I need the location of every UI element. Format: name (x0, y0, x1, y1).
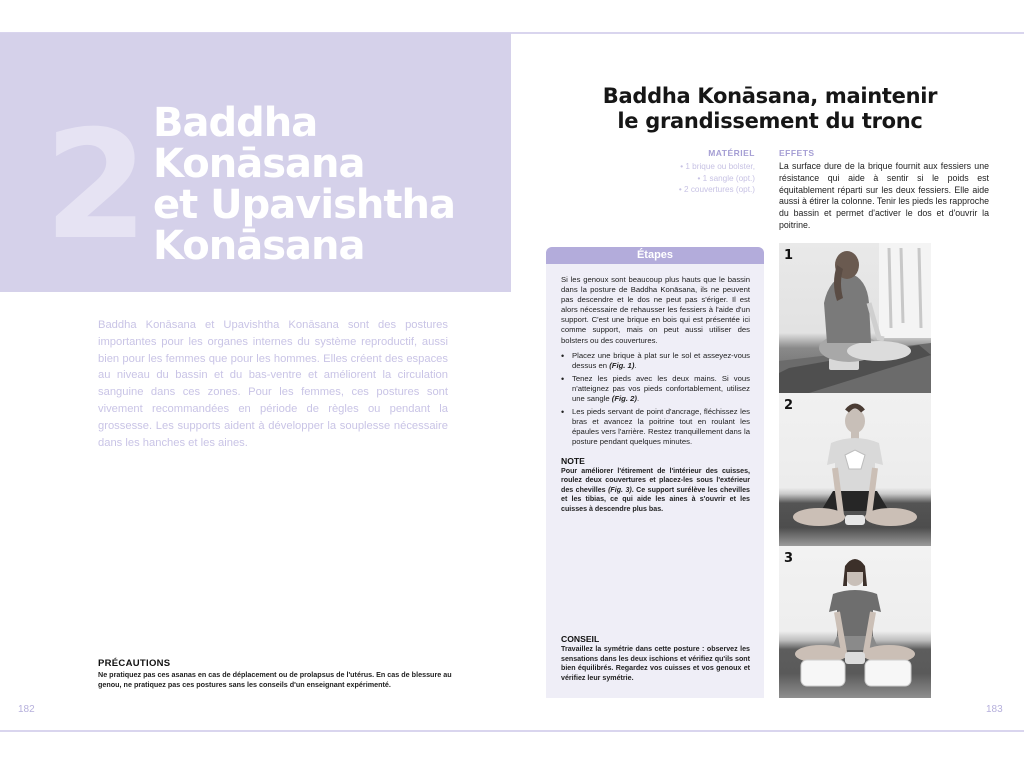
note-text-end: . Ce support surélève les chevilles et les tibias, ce qui aide les aines à s'ouvrir et les cuisses à descendre plus bas. (561, 485, 751, 513)
step-text-end: . (634, 360, 637, 370)
baddha-konasana-blankets-illustration (779, 546, 931, 698)
figure-number: 3 (784, 551, 794, 566)
chapter-intro: Baddha Konāsana et Upavishtha Konāsana sont des postures importantes pour les organes internes du système reproductif, aussi bien pour les femmes que pour les hommes. Elles créent des espaces au niveau du bassin et du bas-ventre et améliorent la circulation sanguine dans ces zones. Pour les femmes, ces postures sont vivement recommandées en période de règles ou pendant la grossesse. Les supports aident à développer la souplesse nécessaire dans les hanches et les aines. (98, 319, 448, 449)
seated-back-view-illustration (779, 243, 931, 393)
conseil-box (561, 634, 750, 683)
figure-1-photo (779, 243, 931, 393)
precautions-heading: PRÉCAUTIONS (98, 658, 171, 669)
chapter-title-line: Konāsana (153, 141, 365, 187)
note-text-start: Pour améliorer l'étirement de l'intérieur des cuisses, roulez deux couvertures et placez-les sous l'extérieur des chevilles (561, 466, 750, 494)
note-heading: NOTE (561, 455, 585, 466)
effets-text: La surface dure de la brique fournit aux fessiers une résistance qui aide à sentir si le poids est équitablement réparti sur les deux fessiers. Elle aide aussi à étirer la colonne. Tenir les pieds les rapproche du bassin et permet d'activer le dos et d'ouvrir la poitrine. (779, 161, 989, 230)
step-item (561, 351, 750, 371)
step-item (561, 374, 750, 404)
step-text: Les pieds servant de point d'ancrage, fléchissez les bras et avancez la poitrine tout en roulant les épaules vers l'arrière. Restez tranquillement dans la posture pendant quelques minutes. (572, 407, 750, 447)
baddha-konasana-strap-illustration (779, 393, 931, 546)
steps-list (561, 351, 750, 448)
effets-heading: EFFETS (779, 148, 815, 158)
chapter-title (153, 100, 455, 269)
step-text: Tenez les pieds avec les deux mains. Si vous n'atteignez pas vos pieds confortablement, utilisez une sangle (572, 373, 750, 404)
figure-number: 1 (784, 248, 794, 263)
step-text-end: . (636, 394, 640, 404)
figure-number: 2 (784, 398, 794, 413)
chapter-title-line: Baddha (153, 100, 318, 146)
effets-section (779, 147, 989, 232)
conseil-text: Travaillez la symétrie dans cette posture : observez les sensations dans les deux ischions et vérifiez qu'ils sont bien équilibrés. Regardez vos cuisses et vos genoux et vérifiez leur symétrie. (561, 645, 750, 682)
page-number-left: 182 (18, 704, 35, 715)
materiel-item: • 2 couvertures (opt.) (640, 184, 755, 196)
pose-title-line: Baddha Konāsana, maintenir (602, 84, 938, 108)
materiel-section (640, 147, 755, 196)
precautions-box (98, 658, 458, 689)
etapes-body (546, 264, 764, 514)
figure-ref: (Fig. 2) (611, 394, 637, 404)
chapter-hero (0, 33, 511, 292)
step-text: Placez une brique à plat sur le sol et asseyez-vous dessus en (572, 350, 750, 370)
conseil-heading: CONSEIL (561, 634, 600, 644)
materiel-heading: MATÉRIEL (708, 148, 755, 158)
precautions-text: Ne pratiquez pas ces asanas en cas de déplacement ou de prolapsus de l'utérus. En cas de blessure au genou, ne pratiquez pas ces postures sans les conseils d'un enseignant expérimenté. (98, 670, 452, 689)
materiel-item: • 1 brique ou bolster, (640, 161, 755, 173)
etapes-lead: Si les genoux sont beaucoup plus hauts que le bassin dans la posture de Baddha Konāsana, ils ne peuvent pas descendre et le dos ne peut pas s'ériger. Il est alors nécessaire de rehausser les fessiers à l'aide d'un support. C'est une brique en bois qui est présentée ici comme support, mais on peut aussi utiliser des bolsters ou des couvertures. (561, 275, 750, 345)
chapter-number: 2 (44, 99, 145, 273)
figure-ref: (Fig. 1) (609, 360, 635, 370)
etapes-heading: Étapes (546, 247, 764, 264)
materiel-list (640, 161, 755, 196)
chapter-title-line: et Upavishtha (153, 182, 455, 228)
pose-title (560, 84, 980, 134)
note-text (561, 467, 750, 515)
note-box (561, 456, 750, 515)
figure-3-photo (779, 546, 931, 698)
etapes-panel (546, 247, 764, 698)
page-number-right: 183 (986, 704, 1003, 715)
figure-2-photo (779, 393, 931, 546)
chapter-title-line: Konāsana (153, 223, 365, 269)
pose-title-line: le grandissement du tronc (617, 109, 923, 133)
figure-ref: (Fig. 3) (608, 485, 632, 494)
materiel-item: • 1 sangle (opt.) (640, 173, 755, 185)
bottom-rule (0, 730, 1024, 732)
step-item (561, 407, 750, 447)
